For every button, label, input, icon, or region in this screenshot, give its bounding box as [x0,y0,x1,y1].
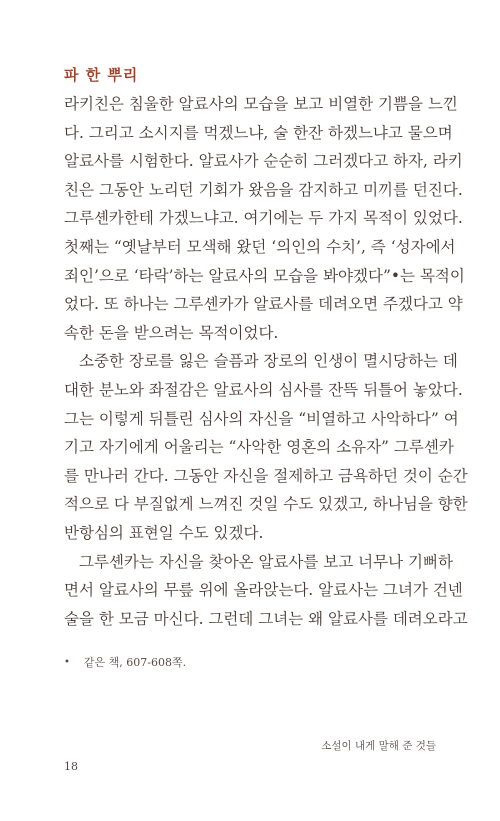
text-line: 적으로 다 부질없게 느껴진 것일 수도 있겠고, 하나님을 향한 [64,495,468,514]
text-line: 속한 돈을 받으려는 목적이었다. [64,323,279,342]
text-line: 를 만나러 간다. 그동안 자신을 절제하고 금욕하던 것이 순간 [64,466,468,485]
text-line: 알료사를 시험한다. 알료사가 순순히 그러겠다고 하자, 라키 [64,152,463,171]
text-line: 반항심의 표현일 수도 있겠다. [64,523,264,542]
text-line: 그루셴카는 자신을 찾아온 알료사를 보고 너무나 기뻐하 [79,552,453,571]
body-text [64,90,468,633]
text-line: 기고 자기에게 어울리는 “사악한 영혼의 소유자” 그루셴카 [64,438,454,457]
text-line: 다. 그리고 소시지를 먹겠느냐, 술 한잔 하겠느냐고 물으며 [64,123,453,142]
text-line: 면서 알료사의 무릎 위에 올라앉는다. 알료사는 그녀가 건넨 [64,581,463,600]
text-line: 그는 이렇게 뒤틀린 심사의 자신을 “비열하고 사악하다” 여 [64,409,459,428]
section-heading: 파 한 뿌리 [64,66,139,84]
text-line: 었다. 또 하나는 그루셴카가 알료사를 데려오면 주겠다고 약 [64,295,463,314]
page-number: 18 [64,760,78,773]
text-line: 친은 그동안 노리던 기회가 왔음을 감지하고 미끼를 던진다. [64,180,463,199]
text-line: 죄인’으로 ‘타락’하는 알료사의 모습을 봐야겠다”•는 목적이 [64,266,465,285]
text-line: 첫째는 “옛날부터 모색해 왔던 ‘의인의 수치’, 즉 ‘성자에서 [64,237,456,256]
text-line: 그루셴카한테 가겠느냐고. 여기에는 두 가지 목적이 있었다. [64,209,463,228]
text-line: 소중한 장로를 잃은 슬픔과 장로의 인생이 멸시당하는 데 [79,352,458,371]
text-line: 대한 분노와 좌절감은 알료사의 심사를 잔뜩 뒤틀어 놓았다. [64,380,463,399]
footnote-text: 같은 책, 607-608쪽. [83,656,187,669]
running-footer: 소설이 내게 말해 준 것들 [321,740,436,752]
text-line: 라키친은 침울한 알료사의 모습을 보고 비열한 기쁨을 느낀 [64,95,458,113]
text-line: 술을 한 모금 마신다. 그런데 그녀는 왜 알료사를 데려오라고 [64,609,468,628]
footnote-marker: • [64,656,70,668]
footnote [64,654,186,670]
